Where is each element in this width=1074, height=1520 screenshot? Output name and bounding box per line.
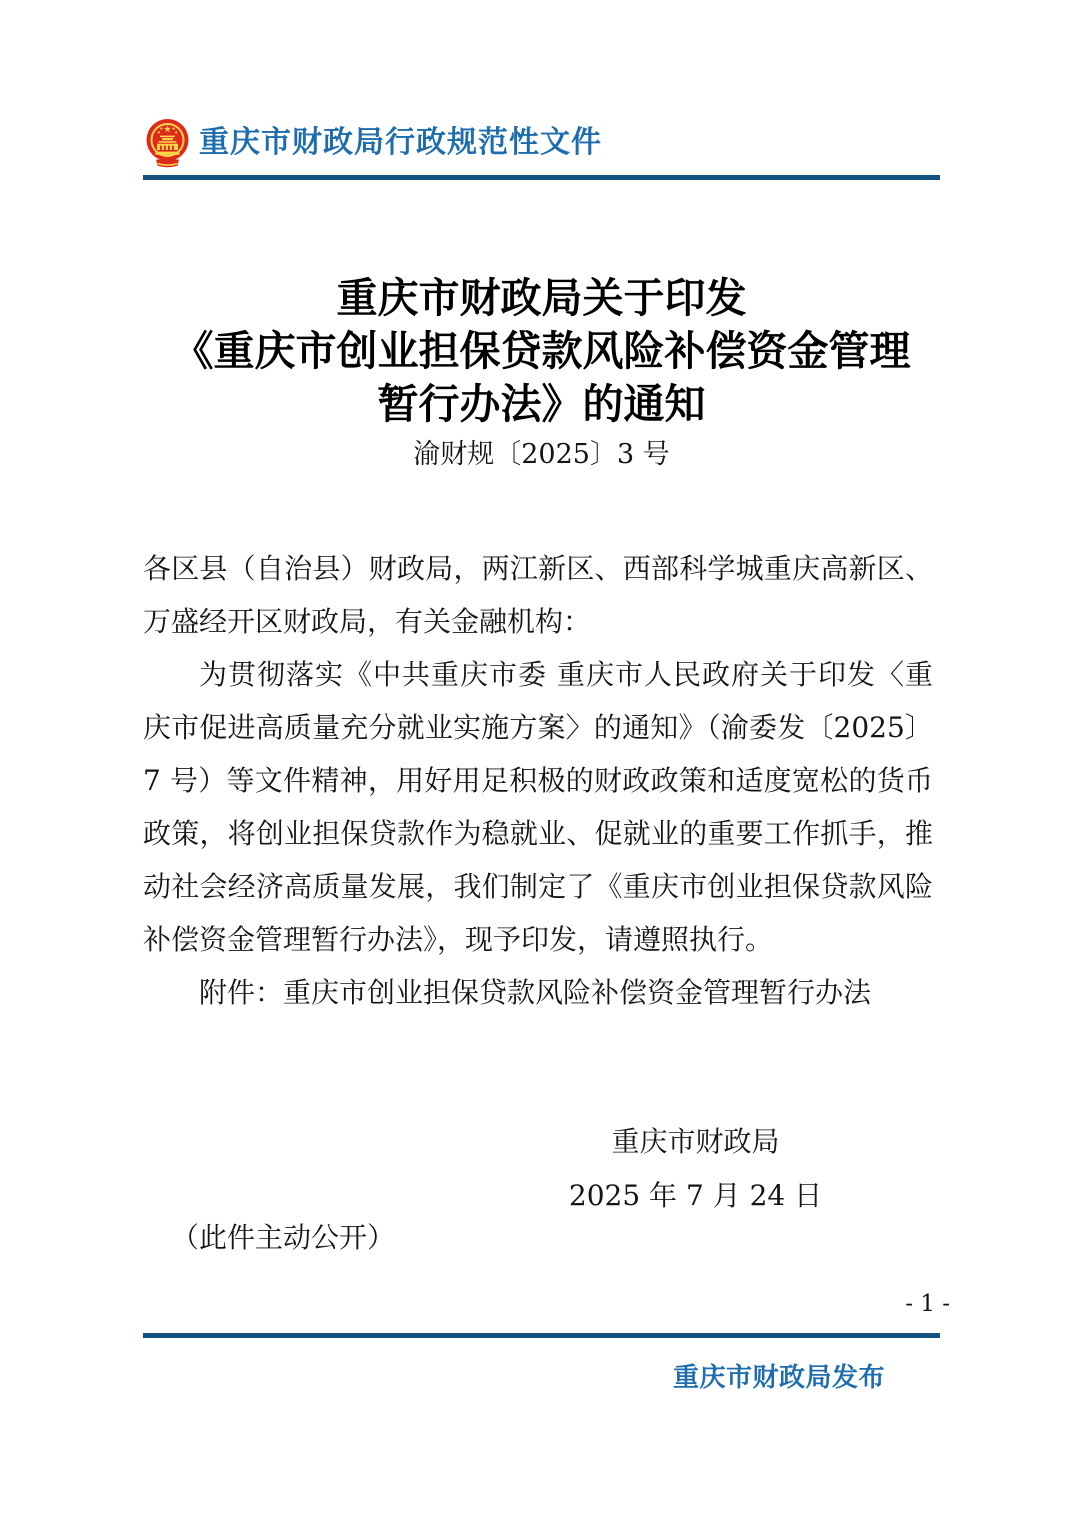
title-line-1: 重庆市财政局关于印发 — [336, 274, 747, 322]
document-body — [143, 542, 933, 1019]
header-label: 重庆市财政局行政规范性文件 — [199, 125, 602, 160]
document-number: 渝财规〔2025〕3 号 — [413, 439, 670, 470]
disclosure-note: （此件主动公开） — [171, 1221, 396, 1254]
document-header — [145, 117, 940, 169]
document-title — [143, 272, 940, 431]
title-line-3: 暂行办法》的通知 — [377, 380, 706, 428]
signature-block — [143, 1115, 933, 1223]
national-emblem-icon — [145, 119, 190, 168]
title-line-2: 《重庆市创业担保贷款风险补偿资金管理 — [172, 327, 911, 375]
publisher-label: 重庆市财政局发布 — [673, 1363, 886, 1393]
footer-rule — [143, 1333, 940, 1338]
header-rule — [143, 175, 940, 180]
main-paragraph: 为贯彻落实《中共重庆市委 重庆市人民政府关于印发〈重庆市促进高质量充分就业实施方案〉的通知》（渝委发〔2025〕7 号）等文件精神，用好用足积极的财政政策和适度宽松的货币政策，将创业担保贷款作为稳就业、促就业的重要工作抓手，推动社会经济高质量发展，我们制定了《重庆市创业担保贷款风险补偿资金管理暂行办法》，现予印发，请遵照执行。 — [143, 658, 933, 956]
salutation-paragraph: 各区县（自治县）财政局，两江新区、西部科学城重庆高新区、万盛经开区财政局，有关金融机构： — [143, 552, 933, 638]
issuer-name: 重庆市财政局 — [611, 1125, 780, 1158]
attachment-line: 附件：重庆市创业担保贷款风险补偿资金管理暂行办法 — [199, 976, 872, 1009]
page-number: - 1 - — [905, 1291, 950, 1317]
issue-date: 2025 年 7 月 24 日 — [568, 1179, 823, 1212]
